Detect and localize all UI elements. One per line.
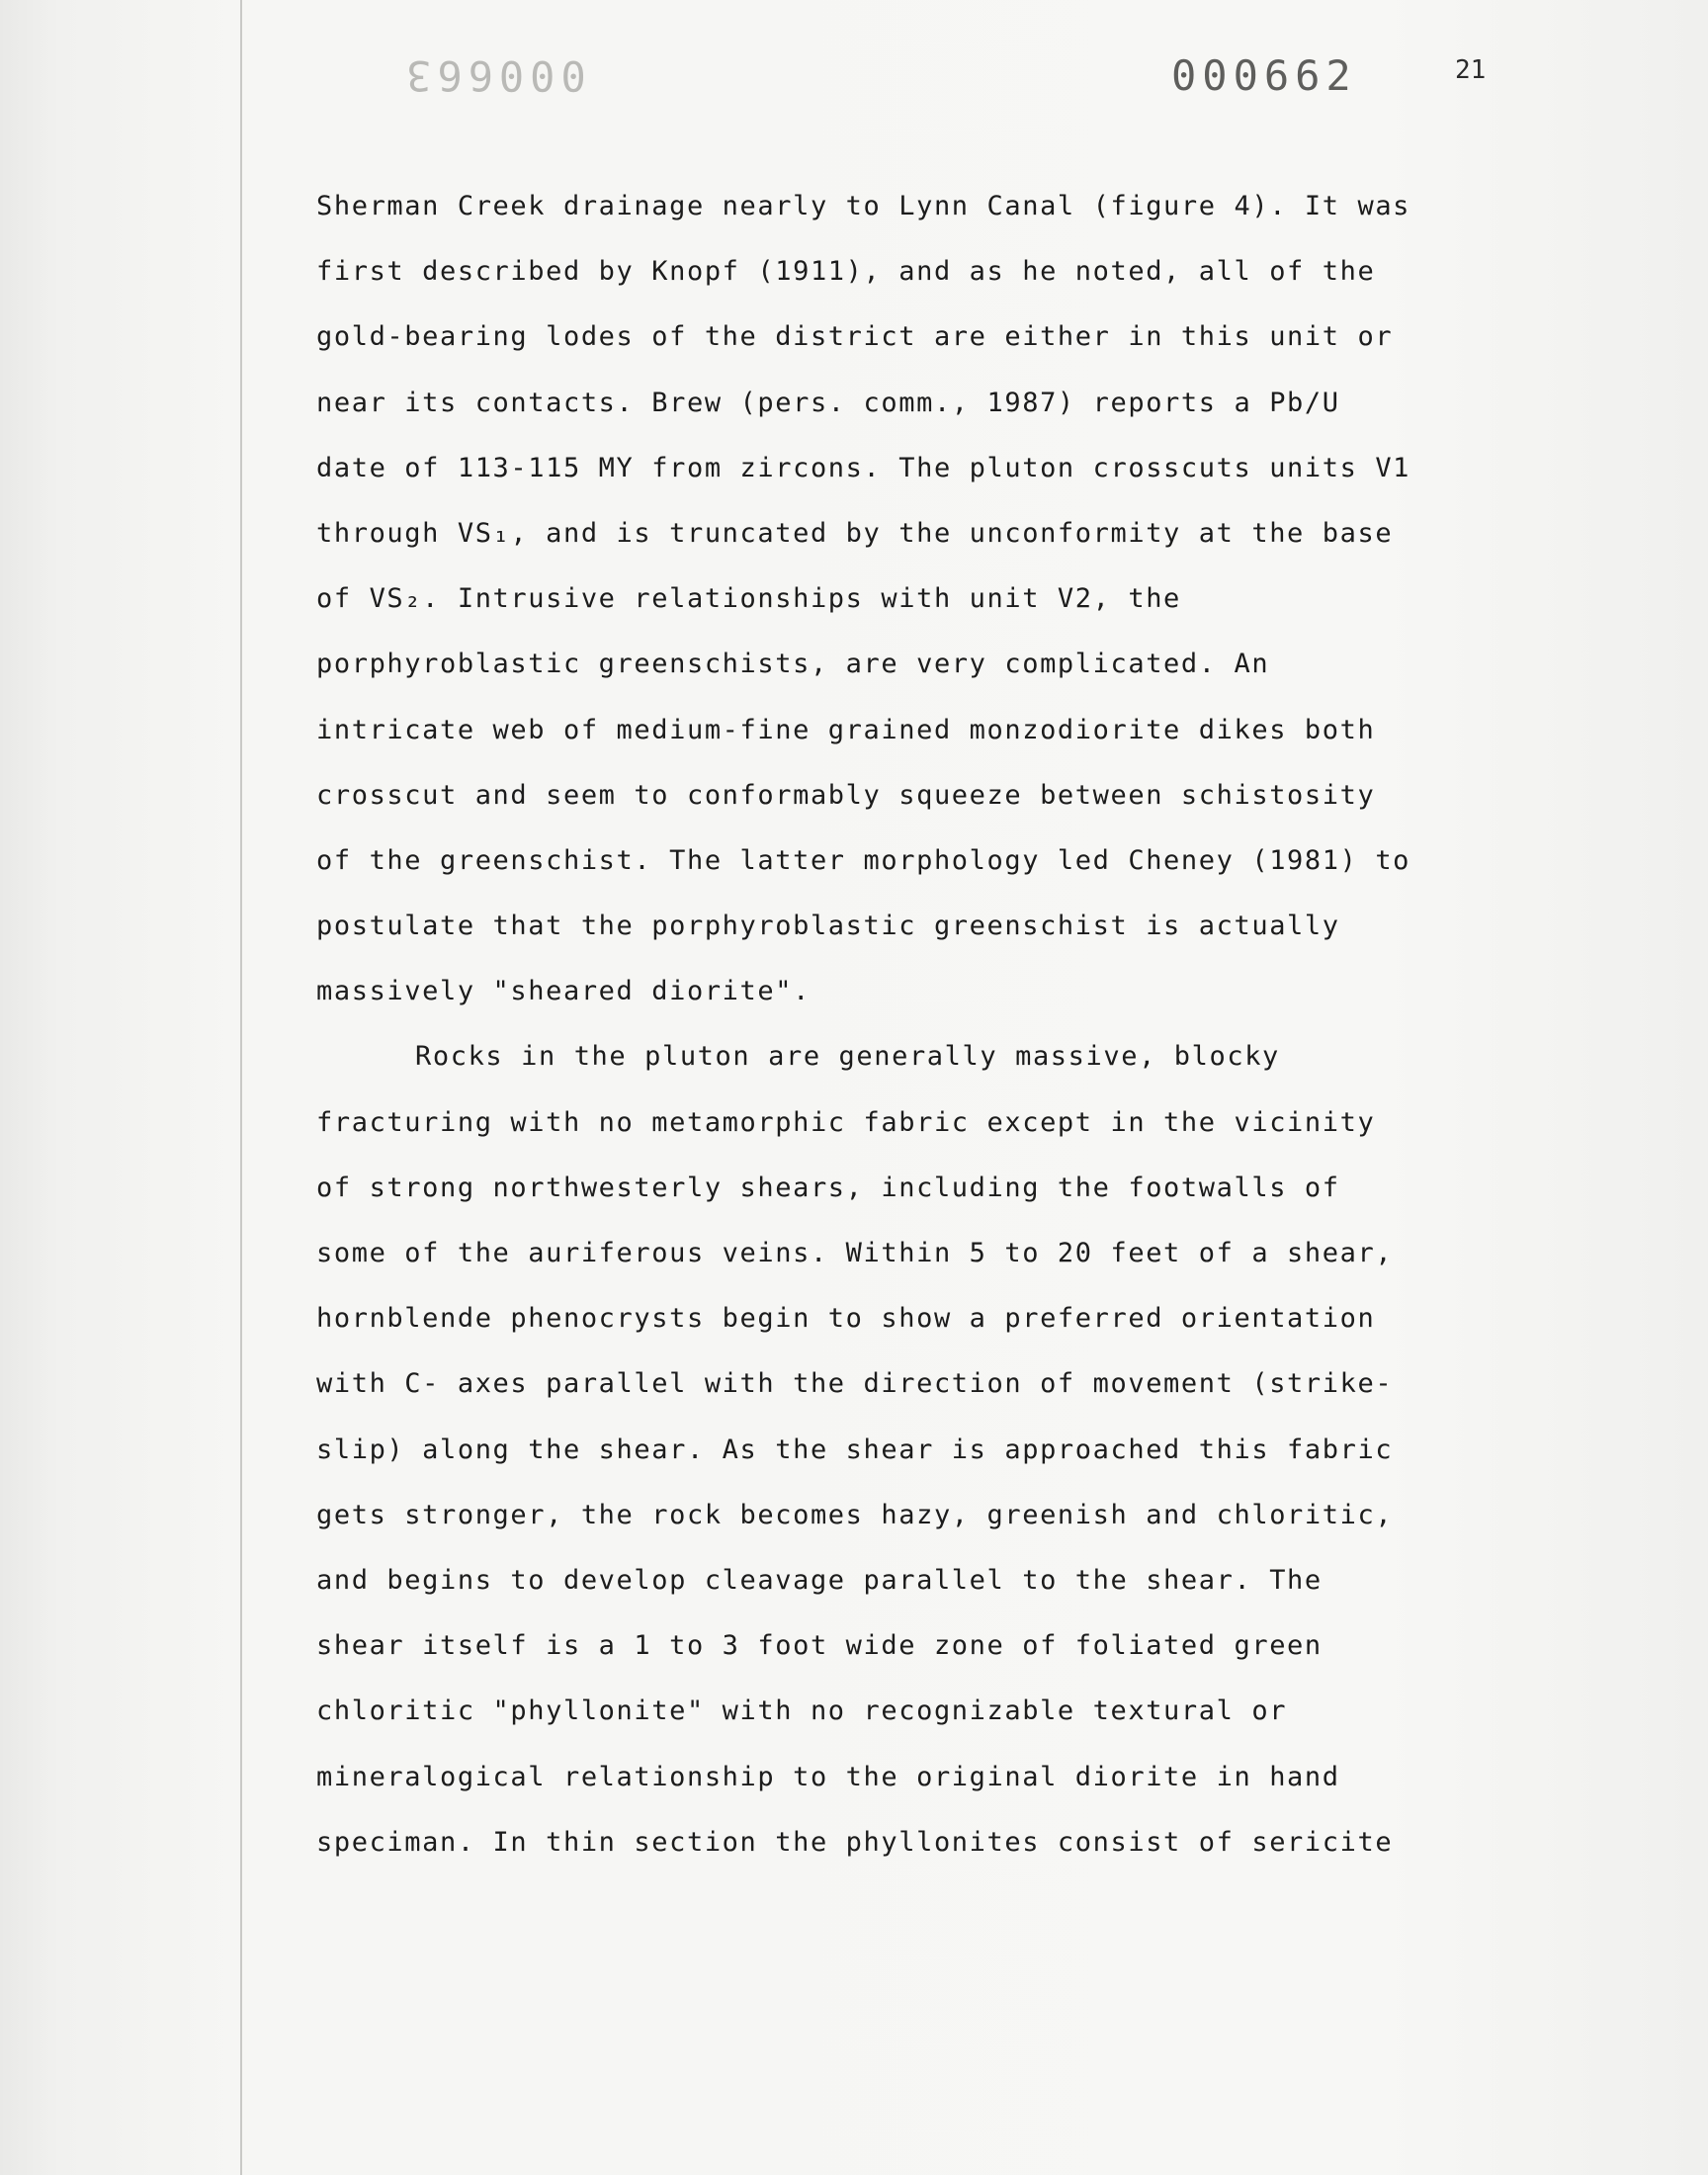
text-line: chloritic "phyllonite" with no recognizable textural or (316, 1696, 1288, 1727)
text-line: porphyroblastic greenschists, are very complicated. An (316, 649, 1270, 680)
text-line: with C- axes parallel with the direction of movement (strike- (316, 1368, 1394, 1400)
text-line: mineralogical relationship to the original diorite in hand (316, 1761, 1340, 1792)
bleed-through-stamp: 000663 (400, 51, 586, 100)
paragraph-first-line: Rocks in the pluton are generally massive, blocky (415, 1041, 1280, 1073)
text-line: postulate that the porphyroblastic greenschist is actually (316, 911, 1340, 942)
text-line: date of 113-115 MY from zircons. The pluton crosscuts units V1 (316, 452, 1411, 483)
text-line: intricate web of medium-fine grained monzodiorite dikes both (316, 714, 1376, 745)
text-line: gets stronger, the rock becomes hazy, greenish and chloritic, (316, 1499, 1394, 1530)
page-number: 21 (1455, 55, 1487, 85)
text-line: shear itself is a 1 to 3 foot wide zone of foliated green (316, 1630, 1323, 1662)
text-line: speciman. In thin section the phyllonites consist of sericite (316, 1826, 1394, 1858)
text-line: some of the auriferous veins. Within 5 to 20 feet of a shear, (316, 1238, 1394, 1268)
text-line: and begins to develop cleavage parallel to the shear. The (316, 1564, 1323, 1596)
text-line: Sherman Creek drainage nearly to Lynn Canal (figure 4). It was (316, 191, 1411, 221)
text-line: crosscut and seem to conformably squeeze between schistosity (316, 779, 1376, 811)
text-line: massively "sheared diorite". (316, 976, 811, 1007)
binding-margin-line (240, 0, 242, 2175)
text-line: slip) along the shear. As the shear is approached this fabric (316, 1434, 1394, 1465)
text-line: hornblende phenocrysts begin to show a preferred orientation (316, 1303, 1376, 1335)
text-line: of the greenschist. The latter morphology led Cheney (1981) to (316, 844, 1411, 876)
text-line: first described by Knopf (1911), and as he noted, all of the (316, 256, 1376, 288)
body-text (316, 174, 1581, 1875)
text-line: of strong northwesterly shears, including the footwalls of (316, 1172, 1340, 1203)
bates-stamp: 000662 (1171, 51, 1357, 100)
text-line: fracturing with no metamorphic fabric except in the vicinity (316, 1106, 1376, 1138)
text-line: near its contacts. Brew (pers. comm., 1987) reports a Pb/U (316, 387, 1340, 418)
text-line: through VS₁, and is truncated by the unconformity at the base (316, 517, 1394, 549)
text-line: of VS₂. Intrusive relationships with unit V2, the (316, 583, 1181, 615)
text-line: gold-bearing lodes of the district are either in this unit or (316, 321, 1394, 353)
